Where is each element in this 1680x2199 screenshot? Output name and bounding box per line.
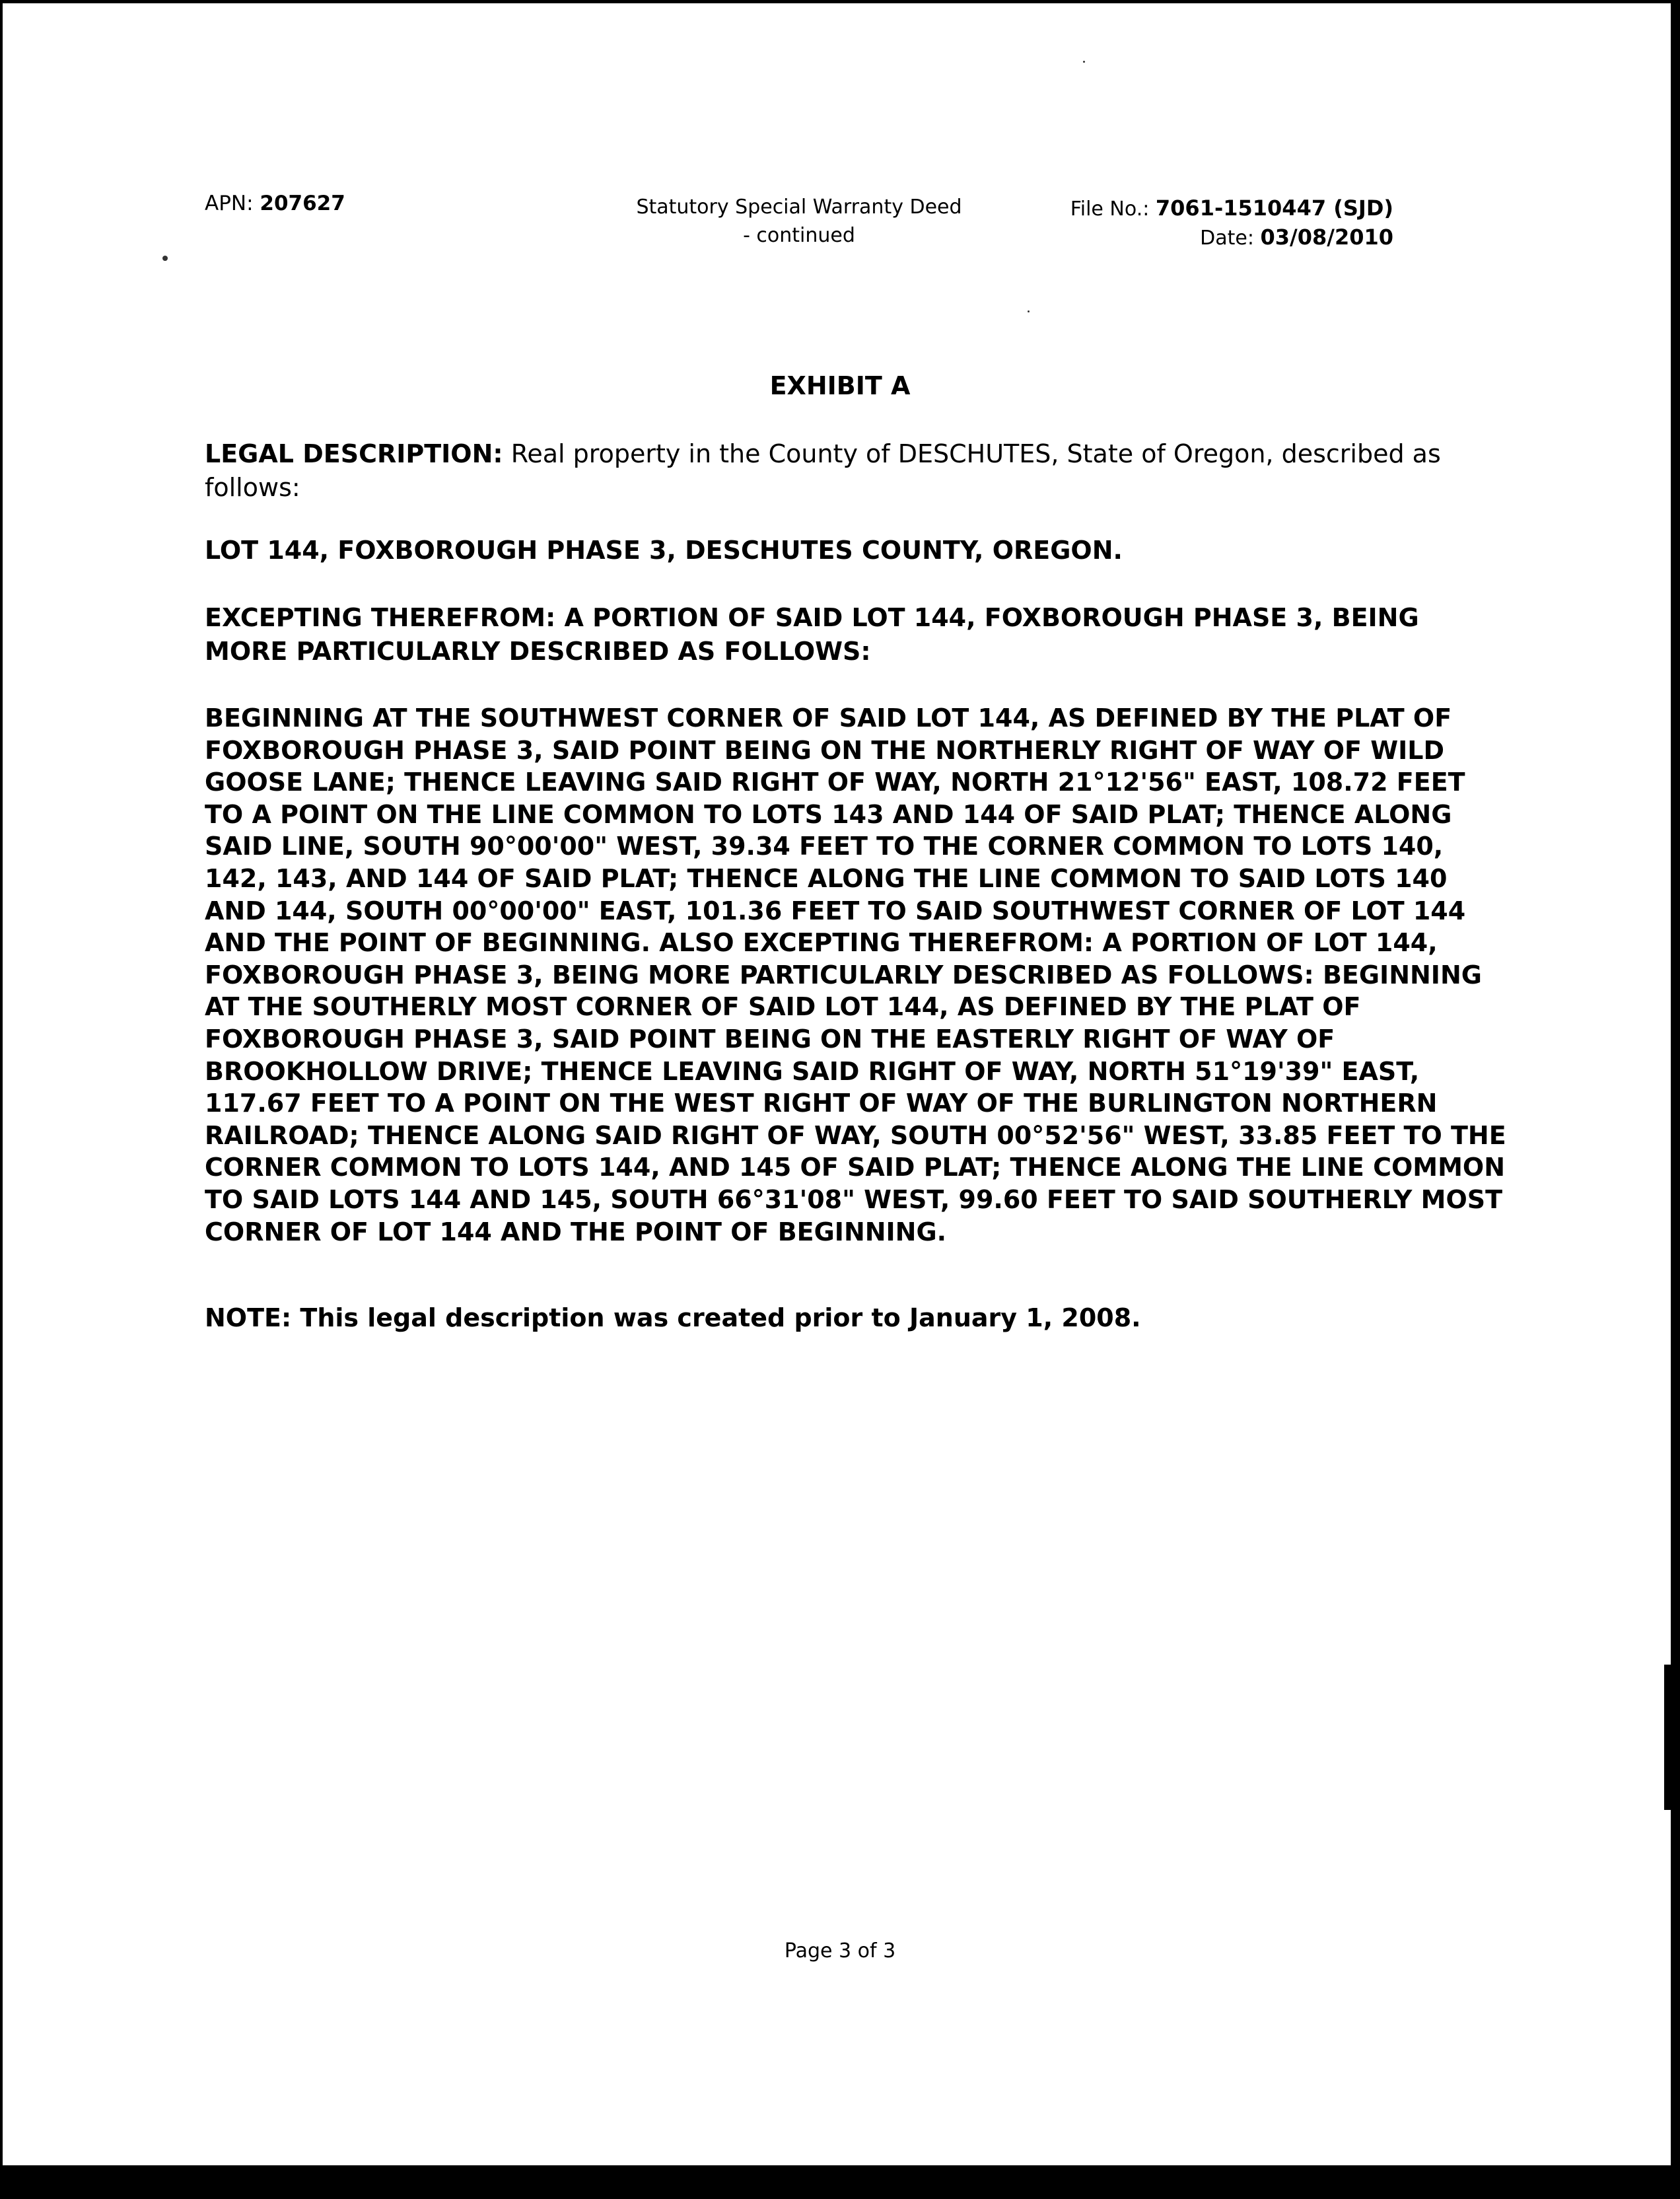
metes-and-bounds-description: BEGINNING AT THE SOUTHWEST CORNER OF SAID LOT 144, AS DEFINED BY THE PLAT OF FOXBOROUGH PHASE 3, SAID POINT BEING ON THE NORTHERLY RIGHT OF WAY OF WILD GOOSE LANE; THENCE LEAVING SAID RIGHT OF WAY, NORTH 21°12'56" EAST, 108.72 FEET TO A POINT ON THE LINE COMMON TO LOTS 143 AND 144 OF SAID PLAT; THENCE ALONG SAID LINE, SOUTH 90°00'00" WEST, 39.34 FEET TO THE CORNER COMMON TO LOTS 140, 142, 143, AND 144 OF SAID PLAT; THENCE ALONG THE LINE COMMON TO SAID LOTS 140 AND 144, SOUTH 00°00'00" EAST, 101.36 FEET TO SAID SOUTHWEST CORNER OF LOT 144 AND THE POINT OF BEGINNING. ALSO EXCEPTING THEREFROM: A PORTION OF LOT 144, FOXBOROUGH PHASE 3, BEING MORE PARTICULARLY DESCRIBED AS FOLLOWS: BEGINNING AT THE SOUTHERLY MOST CORNER OF SAID LOT 144, AS DEFINED BY THE PLAT OF FOXBOROUGH PHASE 3, SAID POINT BEING ON THE EASTERLY RIGHT OF WAY OF BROOKHOLLOW DRIVE; THENCE LEAVING SAID RIGHT OF WAY, NORTH 51°19'39" EAST, 117.67 FEET TO A POINT ON THE WEST RIGHT OF WAY OF THE BURLINGTON NORTHERN RAILROAD; THENCE ALONG SAID RIGHT OF WAY, SOUTH 00°52'56" WEST, 33.85 FEET TO THE CORNER COMMON TO LOTS 144, AND 145 OF SAID PLAT; THENCE ALONG THE LINE COMMON TO SAID LOTS 144 AND 145, SOUTH 66°31'08" WEST, 99.60 FEET TO SAID SOUTHERLY MOST CORNER OF LOT 144 AND THE POINT OF BEGINNING. <box>205 703 1506 1246</box>
lot-line: LOT 144, FOXBOROUGH PHASE 3, DESCHUTES COUNTY, OREGON. <box>205 536 1123 565</box>
scan-speck <box>1028 310 1030 312</box>
legal-description-label: LEGAL DESCRIPTION: <box>205 439 503 468</box>
scan-edge-mark <box>1664 1665 1671 1810</box>
deed-subtitle: - continued <box>743 224 855 247</box>
apn-value: 207627 <box>260 192 345 215</box>
legal-description-text: Real property in the County of DESCHUTES, State of Oregon, described as follows: <box>205 439 1441 502</box>
apn-label: APN: <box>205 192 254 215</box>
date-label: Date: <box>1200 227 1254 250</box>
exhibit-title: EXHIBIT A <box>769 371 911 400</box>
excepting-paragraph: EXCEPTING THEREFROM: A PORTION OF SAID LOT 144, FOXBOROUGH PHASE 3, BEING MORE PARTICULARLY DESCRIBED AS FOLLOWS: <box>205 603 1419 666</box>
scan-border-left <box>0 0 3 2199</box>
scan-border-right <box>1671 0 1680 2199</box>
scan-border-bottom <box>0 2165 1680 2199</box>
apn-header <box>205 192 345 215</box>
legal-description-paragraph <box>205 437 1499 505</box>
scan-speck <box>162 256 168 261</box>
date-line <box>1017 223 1393 252</box>
deed-title-block <box>594 193 1004 250</box>
deed-title: Statutory Special Warranty Deed <box>636 196 962 219</box>
page-number: Page 3 of 3 <box>784 1939 896 1963</box>
scan-border-top <box>0 0 1680 3</box>
date-value: 03/08/2010 <box>1260 225 1393 250</box>
scan-speck <box>1083 61 1085 63</box>
file-no-line <box>1017 194 1393 223</box>
note-paragraph: NOTE: This legal description was created prior to January 1, 2008. <box>205 1303 1141 1332</box>
file-no-value: 7061-1510447 (SJD) <box>1155 196 1393 221</box>
file-info-block <box>1017 194 1393 252</box>
file-no-label: File No.: <box>1070 198 1150 221</box>
